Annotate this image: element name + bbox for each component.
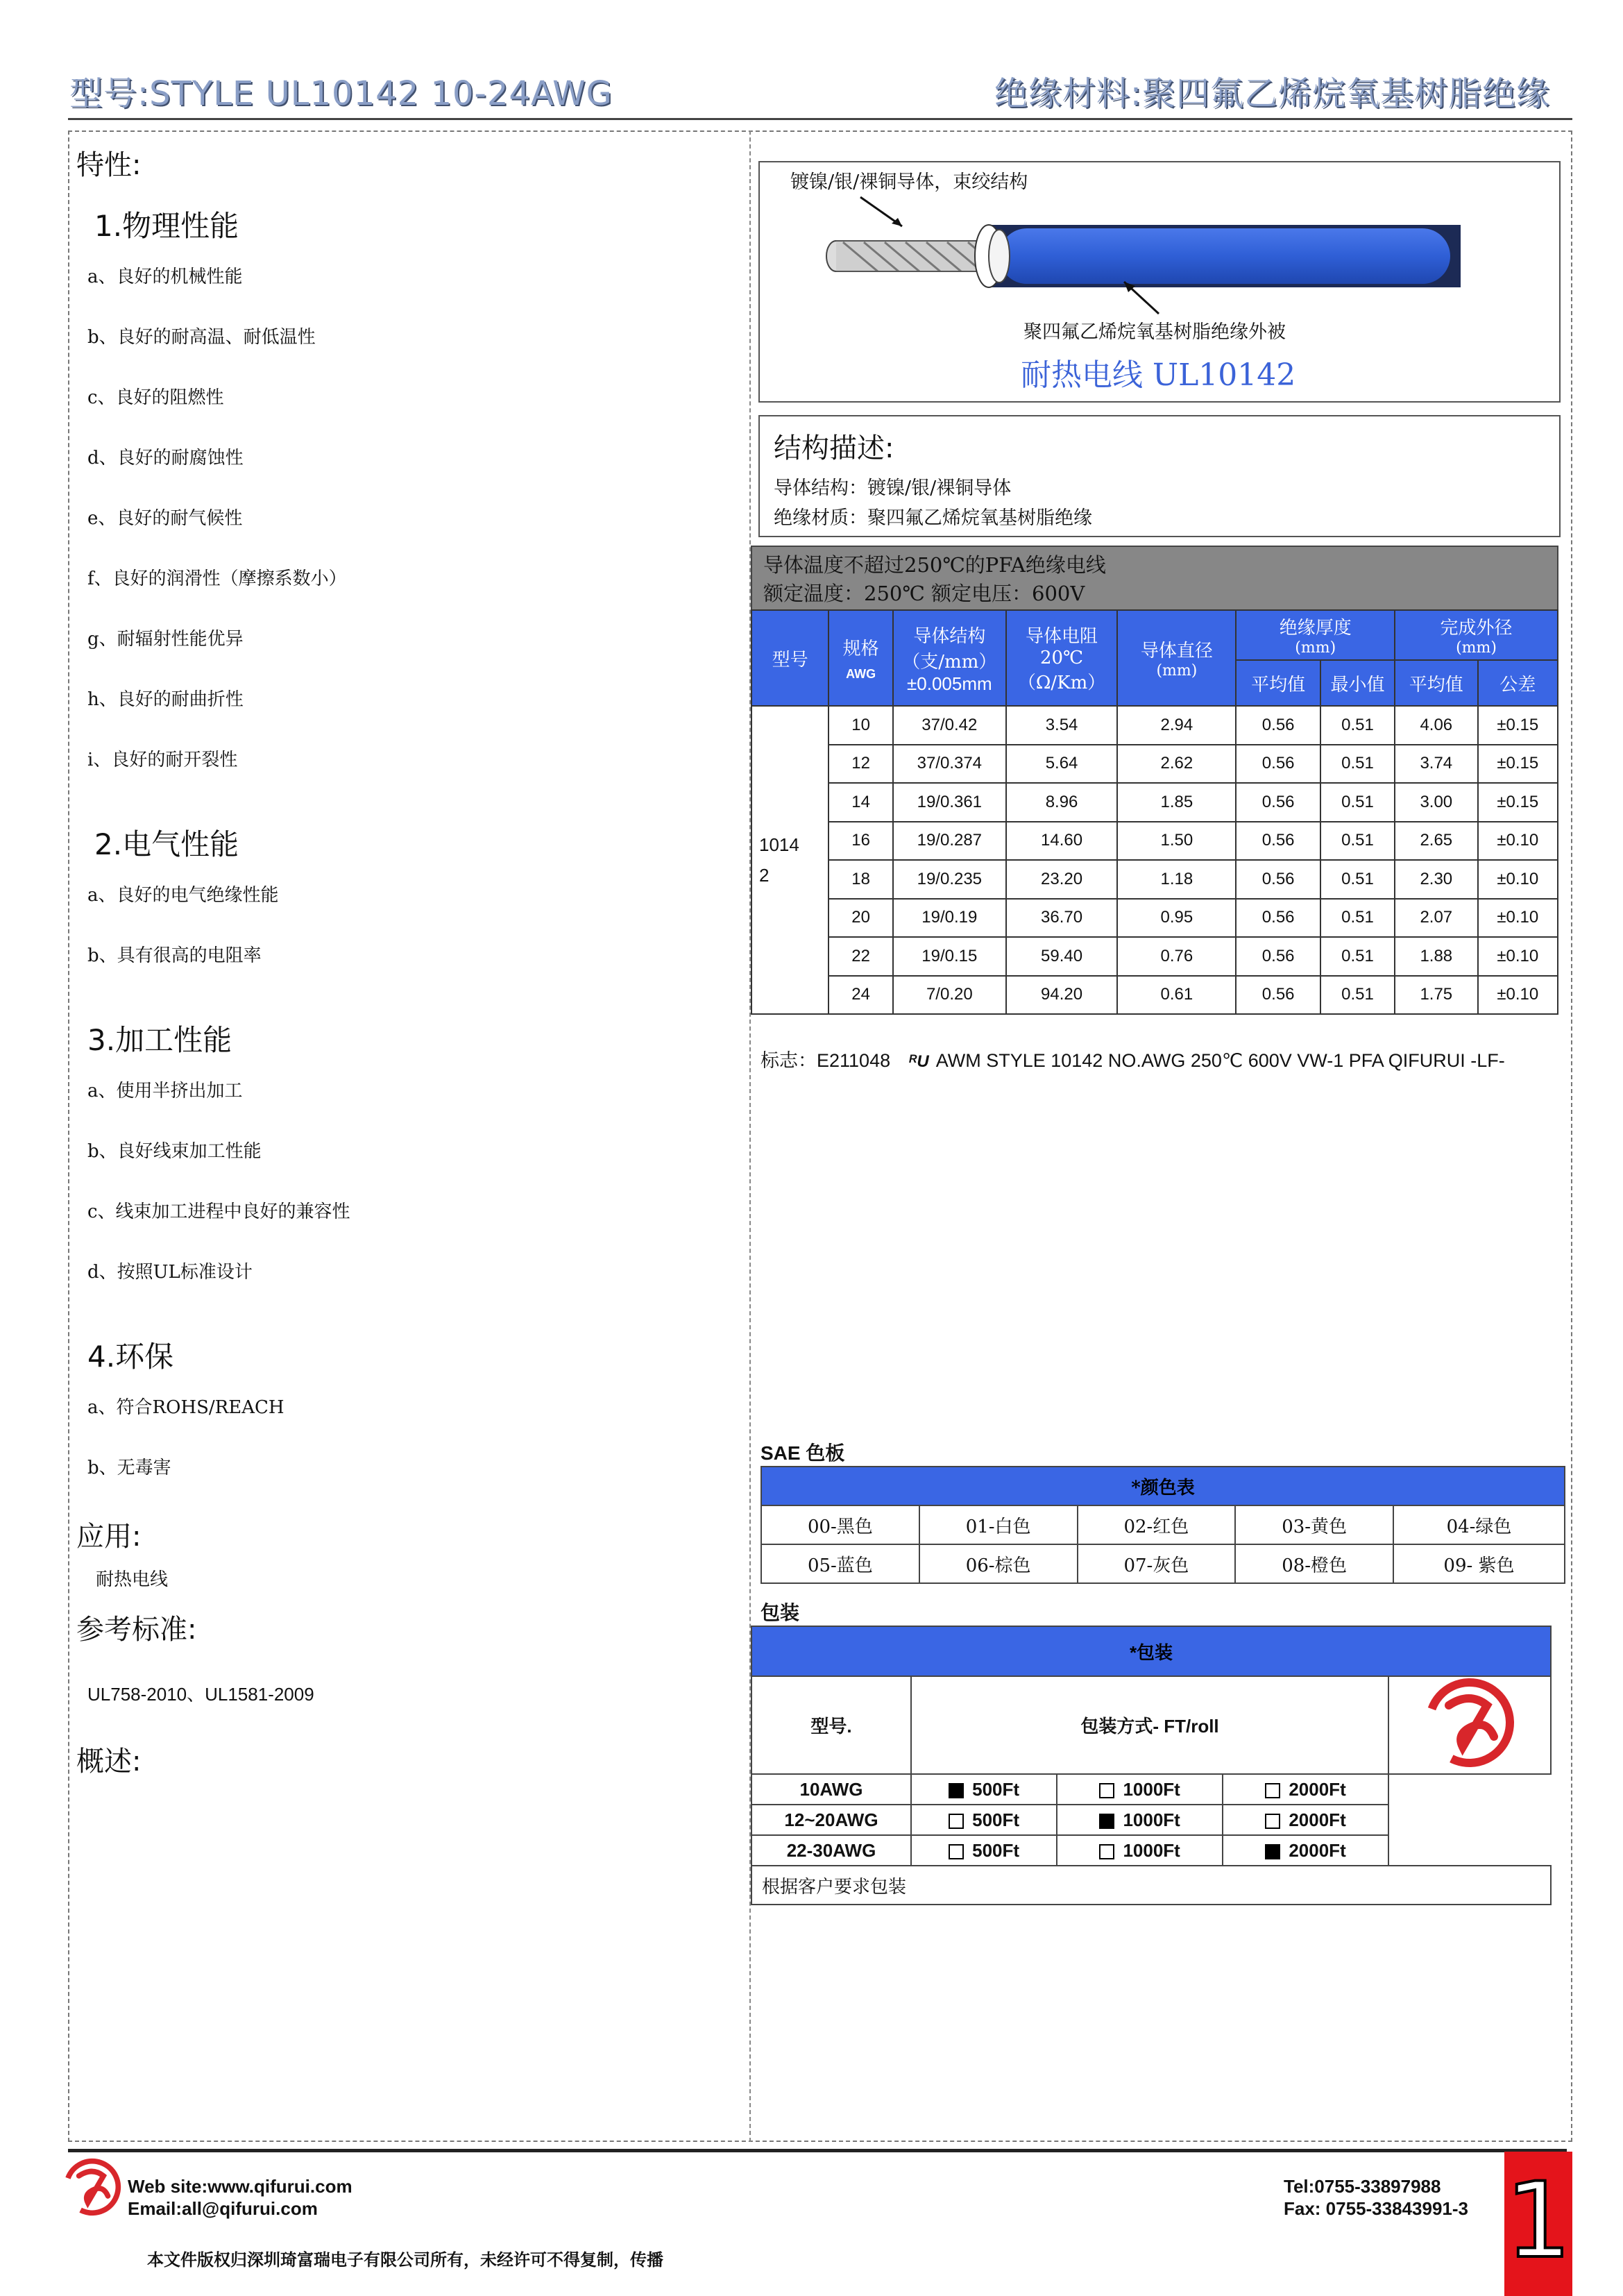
footer-rule — [68, 2149, 1567, 2152]
spec-cell: 0.95 — [1117, 899, 1236, 938]
spec-cell: ±0.10 — [1478, 822, 1558, 861]
spec-model-cell: 10142 — [751, 706, 829, 1014]
feature-item: d、按照UL标准设计 — [87, 1262, 253, 1283]
spec-cell: 5.64 — [1006, 745, 1118, 784]
wire-diagram-box — [758, 161, 1561, 403]
packaging-option — [911, 1774, 1057, 1805]
spec-cell: 23.20 — [1006, 860, 1118, 899]
section-title: 2.电气性能 — [94, 827, 239, 861]
spec-cell: 1.50 — [1117, 822, 1236, 861]
brand-logo-cell — [1388, 1676, 1551, 1774]
spec-cell: 20 — [829, 899, 893, 938]
feature-item: e、良好的耐气候性 — [87, 508, 243, 529]
packaging-option-label: 2000Ft — [1289, 1839, 1346, 1861]
spec-row — [751, 937, 1558, 976]
header-rule — [68, 118, 1572, 120]
spec-cell: 3.54 — [1006, 706, 1118, 745]
checkbox-icon — [1265, 1783, 1280, 1798]
feature-item: c、良好的阻燃性 — [87, 387, 224, 408]
packaging-option — [911, 1835, 1057, 1866]
spec-cell: 7/0.20 — [893, 976, 1006, 1015]
header-gauge: 规格 AWG — [829, 610, 893, 706]
feature-item: b、良好的耐高温、耐低温性 — [87, 327, 316, 348]
packaging-note: 根据客户要求包装 — [751, 1866, 1551, 1905]
checkbox-icon — [1265, 1814, 1280, 1829]
packaging-model: 22-30AWG — [751, 1835, 911, 1866]
packaging-row — [751, 1774, 1551, 1805]
feature-item: b、无毒害 — [87, 1458, 171, 1478]
feature-item: d、良好的耐腐蚀性 — [87, 448, 244, 469]
packaging-option — [1057, 1835, 1223, 1866]
feature-item: c、线束加工进程中良好的兼容性 — [87, 1201, 350, 1222]
spec-row — [751, 899, 1558, 938]
spec-row — [751, 783, 1558, 822]
checkbox-icon — [1099, 1844, 1114, 1859]
color-row — [761, 1544, 1565, 1583]
feature-item: a、符合ROHS/REACH — [87, 1397, 284, 1418]
packaging-model-header: 型号. — [751, 1676, 911, 1774]
spec-cell: 0.51 — [1320, 783, 1395, 822]
spec-row — [751, 860, 1558, 899]
marking-line — [760, 1047, 1558, 1076]
packaging-model: 10AWG — [751, 1774, 911, 1805]
feature-item: a、良好的机械性能 — [87, 267, 243, 287]
header-structure: 导体结构 （支/mm） ±0.005mm — [893, 610, 1006, 706]
header-thickness-avg: 平均值 — [1236, 660, 1320, 706]
spec-cell: 14 — [829, 783, 893, 822]
footer-fax: Fax: 0755-33843991-3 — [1284, 2198, 1468, 2219]
spec-cell: 4.06 — [1395, 706, 1477, 745]
color-table — [760, 1466, 1565, 1584]
packaging-option-label: 1000Ft — [1123, 1839, 1180, 1861]
spec-cell: 0.51 — [1320, 745, 1395, 784]
checkbox-icon — [1265, 1844, 1280, 1859]
section-title: 4.环保 — [87, 1340, 174, 1374]
structure-box — [758, 415, 1561, 537]
packaging-option — [911, 1805, 1057, 1835]
header-od: 完成外径 (mm) — [1395, 610, 1558, 660]
left-column — [76, 139, 742, 1779]
packaging-table-title: *包装 — [751, 1626, 1551, 1676]
brand-logo-icon — [1421, 1678, 1518, 1768]
material-title: 绝缘材料:聚四氟乙烯烷氧基树脂绝缘 — [994, 74, 1550, 113]
spec-cell: 1.88 — [1395, 937, 1477, 976]
spec-cell: 59.40 — [1006, 937, 1118, 976]
spec-cell: 0.56 — [1236, 860, 1320, 899]
model-title: 型号:STYLE UL10142 10-24AWG — [69, 74, 613, 113]
spec-cell: 0.56 — [1236, 976, 1320, 1015]
packaging-option-label: 2000Ft — [1289, 1809, 1346, 1830]
spec-cell: 0.51 — [1320, 976, 1395, 1015]
feature-item: b、具有很高的电阻率 — [87, 945, 262, 966]
spec-cell: 24 — [829, 976, 893, 1015]
footer-contact-right — [1284, 2175, 1468, 2220]
spec-cell: 22 — [829, 937, 893, 976]
spec-row — [751, 706, 1558, 745]
reference-title: 参考标准: — [76, 1614, 197, 1646]
spec-cell: ±0.10 — [1478, 937, 1558, 976]
footer-tel: Tel:0755-33897988 — [1284, 2176, 1441, 2197]
spec-cell: 3.00 — [1395, 783, 1477, 822]
banner-line-1: 导体温度不超过250℃的PFA绝缘电线 — [763, 553, 1106, 577]
packaging-model: 12~20AWG — [751, 1805, 911, 1835]
packaging-option-label: 1000Ft — [1123, 1809, 1180, 1830]
page-number: 1 — [1505, 2161, 1572, 2281]
copyright-text: 本文件版权归深圳琦富瑞电子有限公司所有，未经许可不得复制，传播 — [147, 2251, 663, 2270]
header-thickness: 绝缘厚度 (mm) — [1236, 610, 1395, 660]
insulation-label: 聚四氟乙烯烷氧基树脂绝缘外被 — [1023, 321, 1286, 343]
spec-cell: 0.51 — [1320, 706, 1395, 745]
conductor-label: 镀镍/银/裸铜导体，束绞结构 — [790, 171, 1028, 193]
checkbox-icon — [949, 1783, 964, 1798]
header-resistance: 导体电阻 20℃ （Ω/Km） — [1006, 610, 1118, 706]
spec-cell: 0.56 — [1236, 937, 1320, 976]
product-name: 耐热电线 UL10142 — [1021, 357, 1296, 393]
spec-table — [751, 609, 1558, 1015]
reference-text: UL758-2010、UL1581-2009 — [87, 1684, 314, 1705]
spec-cell: ±0.15 — [1478, 745, 1558, 784]
header-diameter: 导体直径 (mm) — [1117, 610, 1236, 706]
spec-cell: ±0.15 — [1478, 783, 1558, 822]
section-environmental — [76, 1334, 742, 1514]
spec-cell: ±0.10 — [1478, 860, 1558, 899]
feature-item: f、良好的润滑性（摩擦系数小） — [87, 568, 347, 589]
color-table-title: *颜色表 — [761, 1467, 1565, 1505]
spec-cell: 37/0.374 — [893, 745, 1006, 784]
spec-cell: 2.65 — [1395, 822, 1477, 861]
marking-text: AWM STYLE 10142 NO.AWG 250℃ 600V VW-1 PFA QIFURUI -LF- — [935, 1050, 1505, 1071]
color-cell: 07-灰色 — [1078, 1544, 1236, 1583]
spec-cell: 19/0.287 — [893, 822, 1006, 861]
spec-cell: 0.51 — [1320, 822, 1395, 861]
spec-cell: 0.76 — [1117, 937, 1236, 976]
marking-code: E211048 — [817, 1050, 891, 1071]
ul-mark-icon: ᴿU — [908, 1052, 929, 1071]
feature-item: b、良好线束加工性能 — [87, 1141, 262, 1162]
spec-cell: 36.70 — [1006, 899, 1118, 938]
spec-cell: 19/0.235 — [893, 860, 1006, 899]
spec-cell: 0.56 — [1236, 783, 1320, 822]
structure-conductor: 导体结构：镀镍/银/裸铜导体 — [774, 478, 1012, 499]
spec-cell: 2.07 — [1395, 899, 1477, 938]
feature-item: i、良好的耐开裂性 — [87, 750, 238, 770]
spec-cell: 0.51 — [1320, 899, 1395, 938]
spec-cell: 37/0.42 — [893, 706, 1006, 745]
structure-title: 结构描述: — [774, 432, 894, 464]
spec-cell: ±0.10 — [1478, 899, 1558, 938]
spec-cell: ±0.10 — [1478, 976, 1558, 1015]
section-title: 1.物理性能 — [94, 209, 239, 243]
section-title: 3.加工性能 — [87, 1023, 232, 1057]
spec-cell: 14.60 — [1006, 822, 1118, 861]
header-thickness-min: 最小值 — [1320, 660, 1395, 706]
spec-cell: 19/0.15 — [893, 937, 1006, 976]
footer-website: Web site:www.qifurui.com — [128, 2176, 352, 2197]
spec-cell: 8.96 — [1006, 783, 1118, 822]
spec-cell: 19/0.19 — [893, 899, 1006, 938]
color-cell: 01-白色 — [919, 1505, 1078, 1544]
spec-cell: 10 — [829, 706, 893, 745]
feature-item: a、良好的电气绝缘性能 — [87, 885, 279, 906]
spec-cell: 2.94 — [1117, 706, 1236, 745]
packaging-option-label: 1000Ft — [1123, 1778, 1180, 1800]
spec-banner — [751, 546, 1558, 611]
features-title: 特性: — [76, 149, 142, 181]
checkbox-icon — [949, 1814, 964, 1829]
spec-cell: 0.56 — [1236, 745, 1320, 784]
packaging-option-label: 500Ft — [972, 1839, 1020, 1861]
feature-item: g、耐辐射性能优异 — [87, 629, 244, 650]
feature-item: h、良好的耐曲折性 — [87, 689, 244, 710]
spec-row — [751, 822, 1558, 861]
application-text: 耐热电线 — [96, 1569, 169, 1590]
section-processing — [76, 1018, 742, 1319]
packaging-option — [1057, 1805, 1223, 1835]
spec-cell: 12 — [829, 745, 893, 784]
checkbox-icon — [1099, 1783, 1114, 1798]
spec-cell: ±0.15 — [1478, 706, 1558, 745]
spec-cell: 16 — [829, 822, 893, 861]
structure-insulation: 绝缘材质：聚四氟乙烯烷氧基树脂绝缘 — [774, 507, 1092, 529]
spec-cell: 18 — [829, 860, 893, 899]
color-cell: 05-蓝色 — [761, 1544, 919, 1583]
spec-cell: 1.85 — [1117, 783, 1236, 822]
footer-logo-icon — [61, 2157, 124, 2217]
spec-cell: 3.74 — [1395, 745, 1477, 784]
spec-cell: 1.75 — [1395, 976, 1477, 1015]
insulation-jacket — [975, 225, 1461, 287]
section-electrical — [76, 822, 742, 1002]
spec-cell: 0.51 — [1320, 860, 1395, 899]
spec-cell: 0.61 — [1117, 976, 1236, 1015]
color-cell: 00-黑色 — [761, 1505, 919, 1544]
spec-row — [751, 745, 1558, 784]
packaging-row — [751, 1835, 1551, 1866]
packaging-option-label: 2000Ft — [1289, 1778, 1346, 1800]
header-model: 型号 — [751, 610, 829, 706]
packaging-row — [751, 1805, 1551, 1835]
banner-line-2: 额定温度：250℃ 额定电压：600V — [763, 582, 1085, 605]
page-number-box — [1504, 2152, 1572, 2296]
checkbox-icon — [949, 1844, 964, 1859]
application-title: 应用: — [76, 1521, 142, 1553]
packaging-table — [751, 1626, 1552, 1905]
spec-cell: 0.56 — [1236, 706, 1320, 745]
feature-item: a、使用半挤出加工 — [87, 1081, 243, 1101]
marking-label: 标志： — [760, 1050, 817, 1072]
color-cell: 04-绿色 — [1393, 1505, 1565, 1544]
color-cell: 03-黄色 — [1235, 1505, 1393, 1544]
color-cell: 08-橙色 — [1235, 1544, 1393, 1583]
spec-cell: 0.56 — [1236, 822, 1320, 861]
packaging-option-label: 500Ft — [972, 1809, 1020, 1830]
packaging-section-title: 包装 — [760, 1602, 800, 1623]
color-row — [761, 1505, 1565, 1544]
spec-cell: 0.51 — [1320, 937, 1395, 976]
overview-title: 概述: — [76, 1746, 142, 1778]
spec-cell: 2.62 — [1117, 745, 1236, 784]
color-cell: 06-棕色 — [919, 1544, 1078, 1583]
spec-cell: 19/0.361 — [893, 783, 1006, 822]
spec-cell: 1.18 — [1117, 860, 1236, 899]
packaging-option-label: 500Ft — [972, 1778, 1020, 1800]
checkbox-icon — [1099, 1814, 1114, 1829]
header-od-tol: 公差 — [1478, 660, 1558, 706]
color-cell: 02-红色 — [1078, 1505, 1236, 1544]
packaging-option — [1223, 1835, 1388, 1866]
section-physical — [76, 203, 742, 807]
packaging-option — [1223, 1805, 1388, 1835]
spec-cell: 94.20 — [1006, 976, 1118, 1015]
spec-cell: 2.30 — [1395, 860, 1477, 899]
footer-email: Email:all@qifurui.com — [128, 2198, 318, 2219]
header-od-avg: 平均值 — [1395, 660, 1477, 706]
spec-cell: 0.56 — [1236, 899, 1320, 938]
packaging-option — [1057, 1774, 1223, 1805]
color-cell: 09- 紫色 — [1393, 1544, 1565, 1583]
footer-contact-left — [128, 2175, 352, 2220]
spec-row — [751, 976, 1558, 1015]
packaging-method-header: 包装方式- FT/roll — [911, 1676, 1388, 1774]
colors-section-title: SAE 色板 — [760, 1442, 845, 1464]
packaging-option — [1223, 1774, 1388, 1805]
